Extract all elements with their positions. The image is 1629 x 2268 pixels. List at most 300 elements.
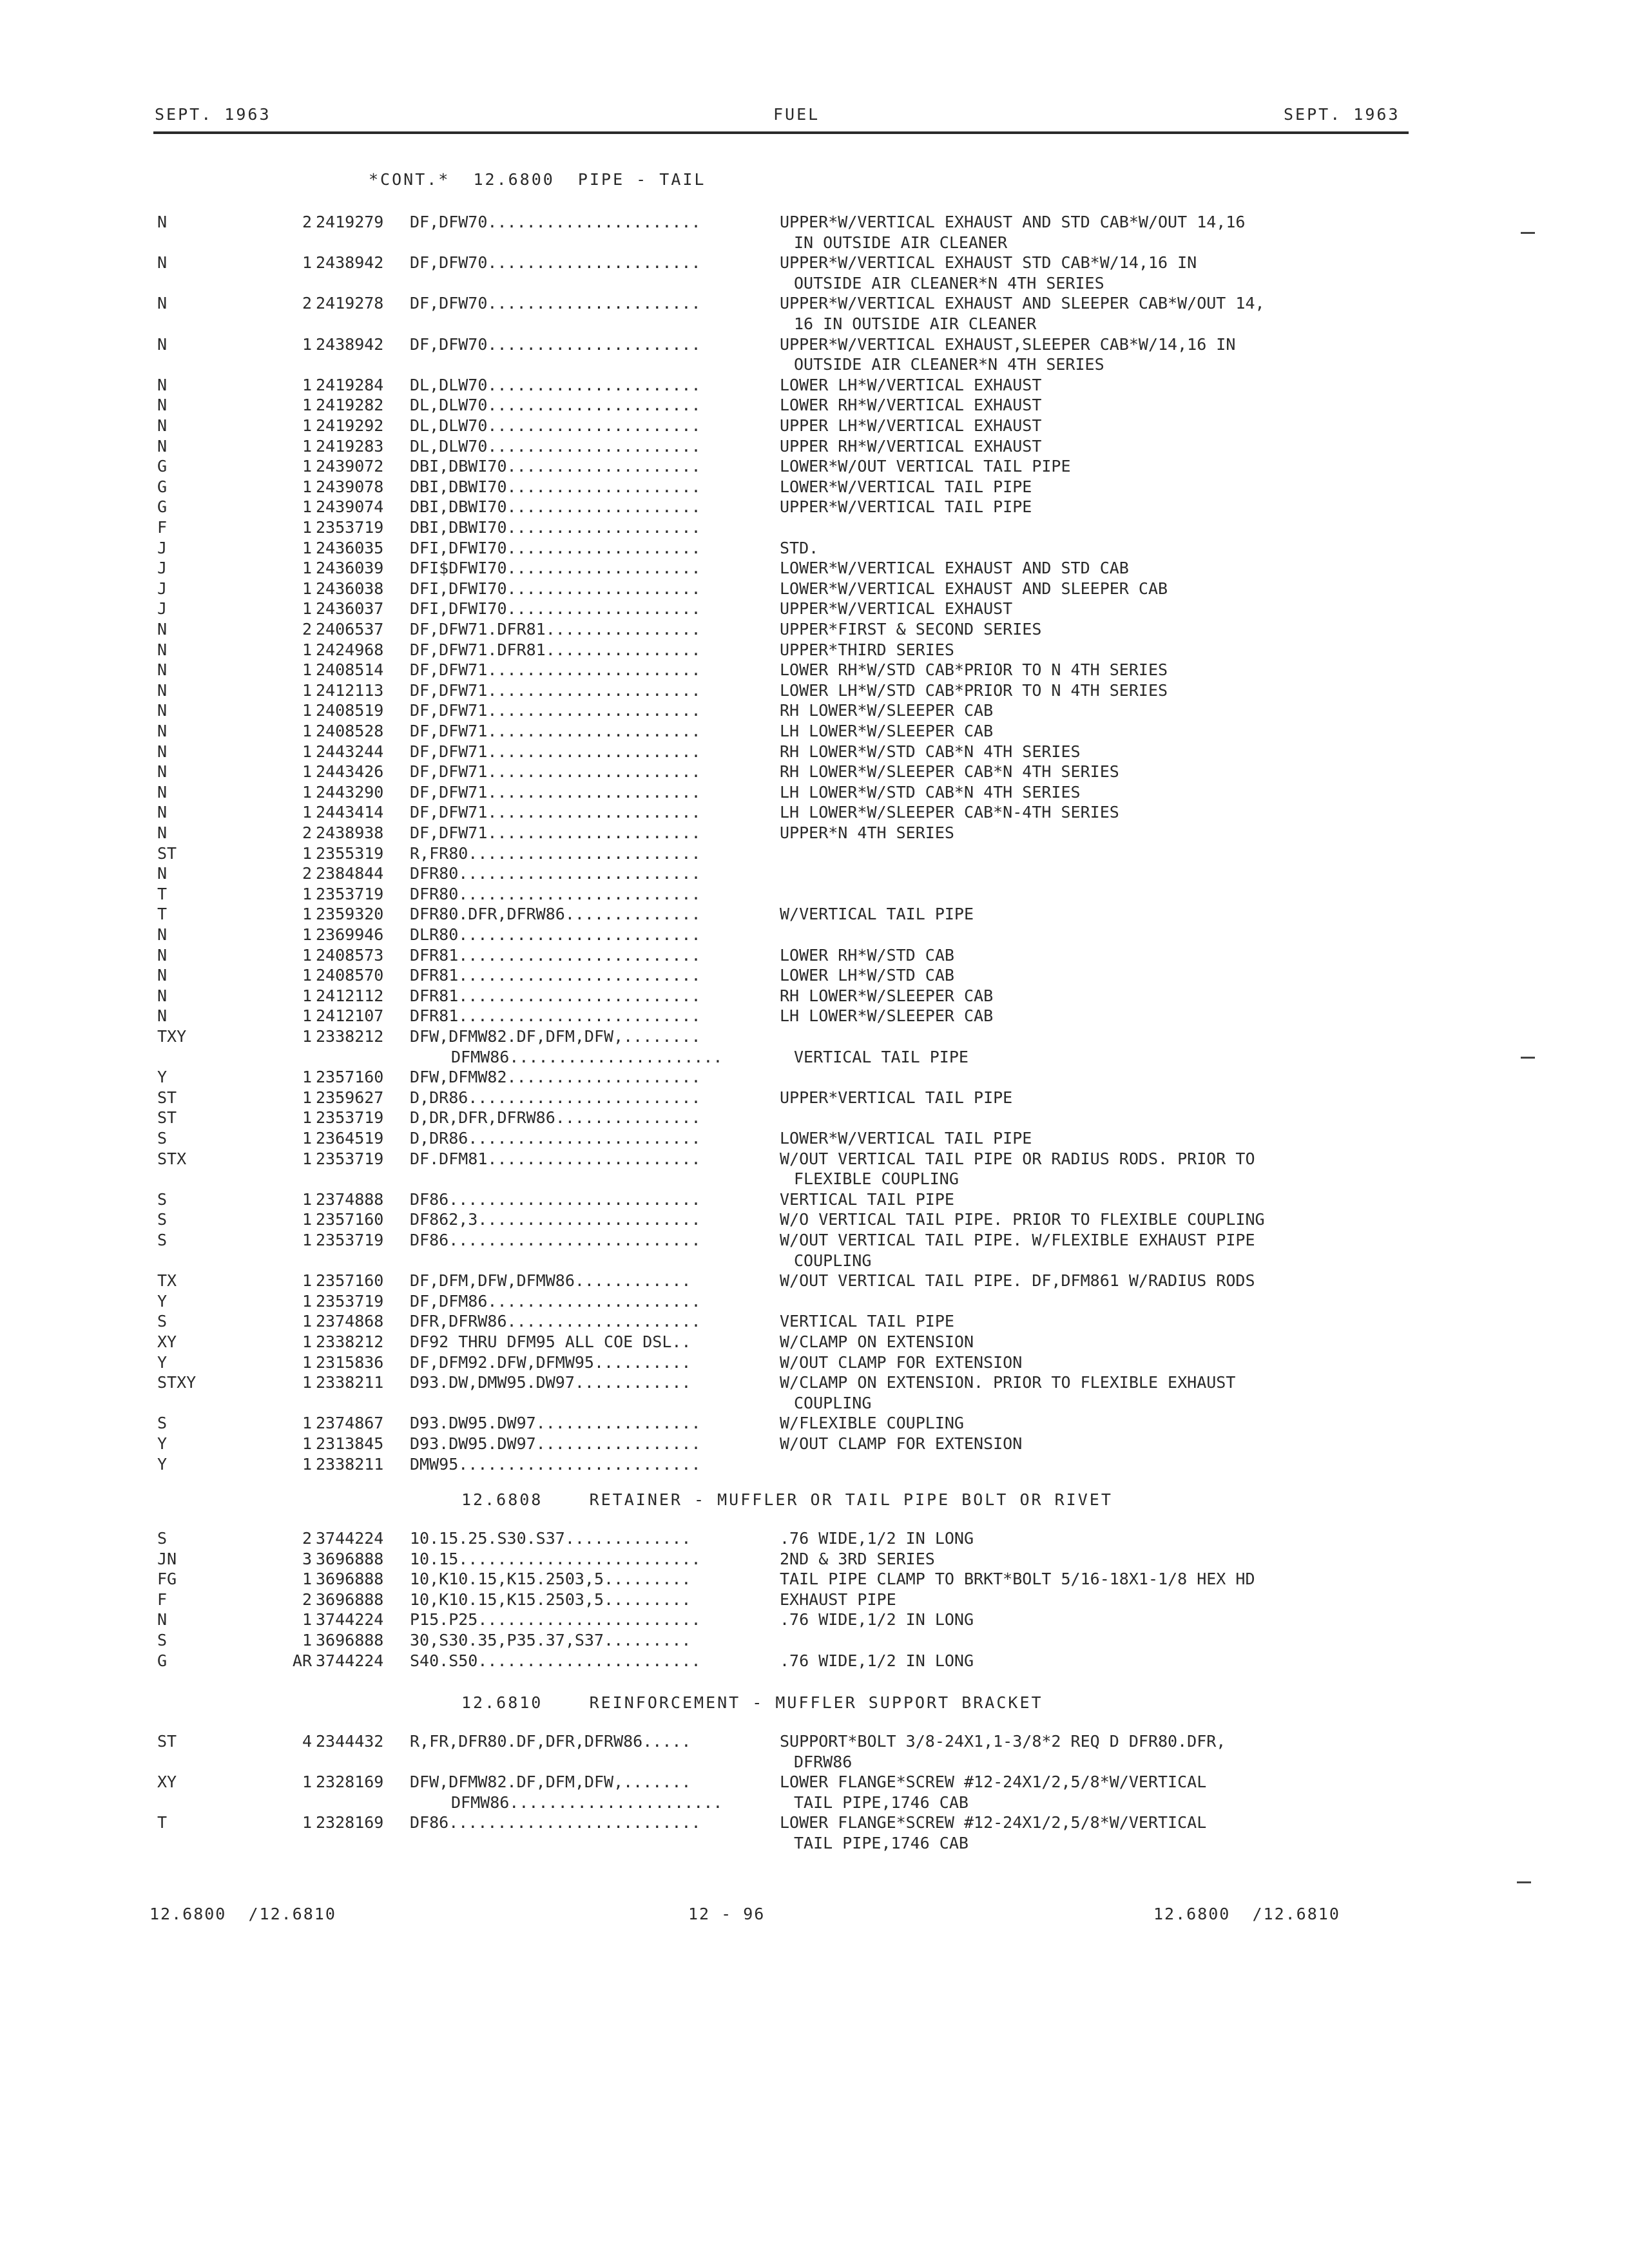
parts-row <box>0 885 1629 905</box>
model-list: DF,DFW71...................... <box>410 701 701 720</box>
part-number: 2419282 <box>316 396 384 414</box>
section-title: 12.6808 RETAINER - MUFFLER OR TAIL PIPE BOLT OR RIVET <box>461 1490 1113 1509</box>
parts-row <box>0 1631 1629 1651</box>
quantity: 2 <box>302 294 312 312</box>
quantity: 1 <box>302 762 312 781</box>
parts-row-continuation <box>0 1793 1629 1813</box>
parts-row <box>0 966 1629 986</box>
model-list: DL,DLW70...................... <box>410 416 701 435</box>
parts-row-continuation <box>0 1394 1629 1414</box>
model-list: DFR81......................... <box>410 1006 701 1025</box>
quantity: 1 <box>302 660 312 679</box>
parts-row <box>0 742 1629 762</box>
series-code: XY <box>157 1773 177 1791</box>
series-code: N <box>157 783 168 802</box>
parts-row <box>0 1813 1629 1833</box>
series-code: ST <box>157 1108 177 1127</box>
part-number: 2436035 <box>316 539 384 557</box>
header-rule <box>153 131 1409 134</box>
part-number: 2315836 <box>316 1353 384 1372</box>
series-code: S <box>157 1414 168 1432</box>
description: W/VERTICAL TAIL PIPE <box>780 905 974 923</box>
quantity: 1 <box>302 518 312 537</box>
description: UPPER*W/VERTICAL EXHAUST,SLEEPER CAB*W/14,16 IN <box>780 335 1236 354</box>
parts-row-continuation <box>0 314 1629 334</box>
quantity: 1 <box>302 559 312 577</box>
description: VERTICAL TAIL PIPE <box>780 1312 954 1331</box>
part-number: 2443290 <box>316 783 384 802</box>
series-code: Y <box>157 1068 168 1086</box>
series-code: S <box>157 1312 168 1331</box>
model-list: DFR80.DFR,DFRW86.............. <box>410 905 701 923</box>
model-list: DMW95......................... <box>410 1455 701 1474</box>
parts-row <box>0 1353 1629 1373</box>
parts-row <box>0 1773 1629 1792</box>
quantity: 1 <box>302 1455 312 1474</box>
parts-row <box>0 599 1629 619</box>
parts-row <box>0 1190 1629 1210</box>
parts-row-continuation <box>0 1048 1629 1068</box>
description: LH LOWER*W/SLEEPER CAB*N-4TH SERIES <box>780 803 1119 822</box>
model-list: DFR81......................... <box>410 946 701 965</box>
quantity: 3 <box>302 1550 312 1568</box>
parts-row <box>0 1068 1629 1088</box>
quantity: 1 <box>302 437 312 456</box>
parts-row <box>0 1149 1629 1169</box>
model-list: DBI,DBWI70.................... <box>410 497 701 516</box>
series-code: N <box>157 823 168 842</box>
series-code: N <box>157 925 168 944</box>
quantity: 1 <box>302 783 312 802</box>
parts-row <box>0 1732 1629 1752</box>
description: UPPER*N 4TH SERIES <box>780 823 954 842</box>
model-list: S40.S50....................... <box>410 1651 701 1670</box>
series-code: N <box>157 864 168 883</box>
quantity: 1 <box>302 599 312 618</box>
parts-row <box>0 640 1629 660</box>
quantity: 1 <box>302 1312 312 1331</box>
description: LOWER*W/VERTICAL EXHAUST AND STD CAB <box>780 559 1129 577</box>
part-number: 2408514 <box>316 660 384 679</box>
description: LOWER RH*W/VERTICAL EXHAUST <box>780 396 1042 414</box>
model-list: DL,DLW70...................... <box>410 376 701 394</box>
margin-mark <box>1517 1881 1531 1883</box>
part-number: 2412113 <box>316 681 384 700</box>
parts-row <box>0 1292 1629 1312</box>
description: UPPER RH*W/VERTICAL EXHAUST <box>780 437 1042 456</box>
model-list: DF,DFW71...................... <box>410 762 701 781</box>
model-list: DF86.......................... <box>410 1190 701 1209</box>
part-number: 2419283 <box>316 437 384 456</box>
description: UPPER*W/VERTICAL EXHAUST <box>780 599 1013 618</box>
quantity: 1 <box>302 1434 312 1453</box>
series-code: Y <box>157 1353 168 1372</box>
description: STD. <box>780 539 819 557</box>
quantity: 1 <box>302 885 312 903</box>
parts-row <box>0 1651 1629 1671</box>
part-number: 2412112 <box>316 986 384 1005</box>
parts-row <box>0 1027 1629 1047</box>
quantity: 1 <box>302 497 312 516</box>
description: W/OUT VERTICAL TAIL PIPE. W/FLEXIBLE EXHAUST PIPE <box>780 1231 1255 1249</box>
series-code: S <box>157 1529 168 1548</box>
series-code: S <box>157 1231 168 1249</box>
description: W/CLAMP ON EXTENSION. PRIOR TO FLEXIBLE EXHAUST <box>780 1373 1236 1392</box>
parts-row <box>0 1570 1629 1590</box>
description: LOWER*W/VERTICAL TAIL PIPE <box>780 1129 1032 1148</box>
quantity: 1 <box>302 1108 312 1127</box>
series-code: N <box>157 437 168 456</box>
quantity: 1 <box>302 1271 312 1290</box>
parts-row <box>0 925 1629 945</box>
series-code: N <box>157 681 168 700</box>
series-code: S <box>157 1631 168 1649</box>
part-number: 2328169 <box>316 1813 384 1832</box>
series-code: Y <box>157 1455 168 1474</box>
part-number: 2353719 <box>316 1108 384 1127</box>
parts-row-continuation <box>0 1251 1629 1271</box>
quantity: 1 <box>302 1373 312 1392</box>
parts-row <box>0 518 1629 538</box>
parts-row-continuation <box>0 1834 1629 1854</box>
model-list: DF,DFW71.DFR81................ <box>410 620 701 639</box>
description: LOWER RH*W/STD CAB <box>780 946 954 965</box>
part-number: 3696888 <box>316 1550 384 1568</box>
description: EXHAUST PIPE <box>780 1590 896 1609</box>
part-number: 2412107 <box>316 1006 384 1025</box>
description: UPPER*THIRD SERIES <box>780 640 954 659</box>
margin-mark <box>1521 1057 1535 1059</box>
description-continued: FLEXIBLE COUPLING <box>794 1169 959 1188</box>
quantity: 1 <box>302 844 312 863</box>
model-list: DF,DFW70...................... <box>410 335 701 354</box>
quantity: 1 <box>302 416 312 435</box>
series-code: N <box>157 294 168 312</box>
model-list: DFI,DFWI70.................... <box>410 539 701 557</box>
part-number: 3696888 <box>316 1570 384 1588</box>
parts-row <box>0 701 1629 721</box>
series-code: G <box>157 497 168 516</box>
series-code: T <box>157 1813 168 1832</box>
model-list: DBI,DBWI70.................... <box>410 477 701 496</box>
description-continued: OUTSIDE AIR CLEANER*N 4TH SERIES <box>794 274 1104 293</box>
part-number: 2374867 <box>316 1414 384 1432</box>
parts-row-continuation <box>0 233 1629 253</box>
model-list: DF,DFW71...................... <box>410 783 701 802</box>
series-code: ST <box>157 1732 177 1751</box>
quantity: 2 <box>302 1590 312 1609</box>
header-section-title: FUEL <box>773 105 820 124</box>
section-title: 12.6810 REINFORCEMENT - MUFFLER SUPPORT BRACKET <box>461 1693 1043 1712</box>
model-list: D,DR86........................ <box>410 1088 701 1107</box>
quantity: 1 <box>302 253 312 272</box>
model-list: DF,DFW70...................... <box>410 294 701 312</box>
description: W/OUT VERTICAL TAIL PIPE. DF,DFM861 W/RADIUS RODS <box>780 1271 1255 1290</box>
description-continued: DFRW86 <box>794 1753 853 1771</box>
series-code: STXY <box>157 1373 197 1392</box>
part-number: 2353719 <box>316 518 384 537</box>
parts-row <box>0 620 1629 640</box>
parts-row <box>0 722 1629 742</box>
part-number: 2357160 <box>316 1210 384 1229</box>
part-number: 2419279 <box>316 213 384 231</box>
parts-row <box>0 294 1629 314</box>
quantity: 1 <box>302 1210 312 1229</box>
series-code: S <box>157 1210 168 1229</box>
description: RH LOWER*W/SLEEPER CAB*N 4TH SERIES <box>780 762 1119 781</box>
series-code: STX <box>157 1149 187 1168</box>
model-list: DBI,DBWI70.................... <box>410 518 701 537</box>
model-list: DF,DFW71...................... <box>410 660 701 679</box>
series-code: TX <box>157 1271 177 1290</box>
quantity: 1 <box>302 1353 312 1372</box>
quantity: 1 <box>302 701 312 720</box>
description: RH LOWER*W/SLEEPER CAB <box>780 986 994 1005</box>
parts-row <box>0 253 1629 273</box>
part-number: 2384844 <box>316 864 384 883</box>
series-code: N <box>157 986 168 1005</box>
series-code: N <box>157 1006 168 1025</box>
model-list: DFR80......................... <box>410 885 701 903</box>
part-number: 2364519 <box>316 1129 384 1148</box>
model-list: DFW,DFMW82.DF,DFM,DFW,....... <box>410 1773 691 1791</box>
series-code: N <box>157 620 168 639</box>
description: RH LOWER*W/SLEEPER CAB <box>780 701 994 720</box>
parts-row-continuation <box>0 1169 1629 1189</box>
model-list: DFW,DFMW82.DF,DFM,DFW,........ <box>410 1027 701 1046</box>
description: LOWER*W/OUT VERTICAL TAIL PIPE <box>780 457 1071 476</box>
model-list: DF86.......................... <box>410 1231 701 1249</box>
part-number: 2438938 <box>316 823 384 842</box>
description: W/OUT CLAMP FOR EXTENSION <box>780 1434 1023 1453</box>
parts-row <box>0 1312 1629 1332</box>
series-code: G <box>157 457 168 476</box>
series-code: ST <box>157 844 177 863</box>
description: 2ND & 3RD SERIES <box>780 1550 935 1568</box>
model-list-continued: DFMW86...................... <box>451 1793 723 1812</box>
parts-row <box>0 1590 1629 1610</box>
part-number: 3744224 <box>316 1651 384 1670</box>
description: LOWER FLANGE*SCREW #12-24X1/2,5/8*W/VERTICAL <box>780 1773 1207 1791</box>
description-continued: VERTICAL TAIL PIPE <box>794 1048 969 1066</box>
model-list: DF,DFW71...................... <box>410 803 701 822</box>
part-number: 2443244 <box>316 742 384 761</box>
quantity: 1 <box>302 742 312 761</box>
model-list: DFR,DFRW86.................... <box>410 1312 701 1331</box>
model-list: P15.P25....................... <box>410 1610 701 1629</box>
part-number: 2359320 <box>316 905 384 923</box>
series-code: TXY <box>157 1027 187 1046</box>
model-list: DF,DFW71...................... <box>410 742 701 761</box>
part-number: 3696888 <box>316 1590 384 1609</box>
parts-row <box>0 416 1629 436</box>
parts-row <box>0 660 1629 680</box>
series-code: F <box>157 518 168 537</box>
parts-row <box>0 1271 1629 1291</box>
description: LOWER LH*W/STD CAB*PRIOR TO N 4TH SERIES <box>780 681 1168 700</box>
part-number: 3744224 <box>316 1610 384 1629</box>
model-list: DFI,DFWI70.................... <box>410 579 701 598</box>
part-number: 2436039 <box>316 559 384 577</box>
description: SUPPORT*BOLT 3/8-24X1,1-3/8*2 REQ D DFR80.DFR, <box>780 1732 1226 1751</box>
quantity: 1 <box>302 986 312 1005</box>
model-list: DF,DFW70...................... <box>410 253 701 272</box>
section-title: *CONT.* 12.6800 PIPE - TAIL <box>369 170 706 189</box>
parts-row <box>0 1006 1629 1026</box>
parts-row <box>0 1231 1629 1251</box>
quantity: 1 <box>302 722 312 740</box>
quantity: 1 <box>302 1068 312 1086</box>
quantity: 1 <box>302 579 312 598</box>
description: W/OUT VERTICAL TAIL PIPE OR RADIUS RODS. PRIOR TO <box>780 1149 1255 1168</box>
description: LOWER*W/VERTICAL TAIL PIPE <box>780 477 1032 496</box>
model-list: DF,DFW71...................... <box>410 823 701 842</box>
model-list: D93.DW,DMW95.DW97............ <box>410 1373 691 1392</box>
quantity: 1 <box>302 1610 312 1629</box>
part-number: 2374888 <box>316 1190 384 1209</box>
description: LOWER LH*W/VERTICAL EXHAUST <box>780 376 1042 394</box>
model-list: DFI$DFWI70.................... <box>410 559 701 577</box>
part-number: 2439074 <box>316 497 384 516</box>
part-number: 2338211 <box>316 1455 384 1474</box>
description: LOWER FLANGE*SCREW #12-24X1/2,5/8*W/VERTICAL <box>780 1813 1207 1832</box>
quantity: 1 <box>302 1631 312 1649</box>
part-number: 3744224 <box>316 1529 384 1548</box>
series-code: N <box>157 803 168 822</box>
quantity: 1 <box>302 1813 312 1832</box>
model-list: 10,K10.15,K15.2503,5......... <box>410 1590 691 1609</box>
series-code: N <box>157 660 168 679</box>
description: VERTICAL TAIL PIPE <box>780 1190 954 1209</box>
quantity: 1 <box>302 376 312 394</box>
model-list: DF92 THRU DFM95 ALL COE DSL.. <box>410 1332 691 1351</box>
parts-row <box>0 335 1629 355</box>
model-list: DF862,3....................... <box>410 1210 701 1229</box>
parts-row <box>0 783 1629 803</box>
part-number: 2328169 <box>316 1773 384 1791</box>
description: LH LOWER*W/SLEEPER CAB <box>780 722 994 740</box>
description: LH LOWER*W/STD CAB*N 4TH SERIES <box>780 783 1081 802</box>
model-list: DF,DFM86...................... <box>410 1292 701 1311</box>
model-list: DFR81......................... <box>410 986 701 1005</box>
description: LOWER RH*W/STD CAB*PRIOR TO N 4TH SERIES <box>780 660 1168 679</box>
model-list: DFI,DFWI70.................... <box>410 599 701 618</box>
quantity: 1 <box>302 1773 312 1791</box>
part-number: 2439078 <box>316 477 384 496</box>
series-code: J <box>157 539 168 557</box>
model-list: DF,DFW71...................... <box>410 722 701 740</box>
quantity: 1 <box>302 1190 312 1209</box>
series-code: T <box>157 905 168 923</box>
part-number: 2438942 <box>316 253 384 272</box>
part-number: 2439072 <box>316 457 384 476</box>
parts-row <box>0 1455 1629 1475</box>
quantity: 1 <box>302 1129 312 1148</box>
quantity: 1 <box>302 1006 312 1025</box>
quantity: 1 <box>302 1231 312 1249</box>
series-code: N <box>157 946 168 965</box>
series-code: N <box>157 640 168 659</box>
series-code: FG <box>157 1570 177 1588</box>
description: LOWER*W/VERTICAL EXHAUST AND SLEEPER CAB <box>780 579 1168 598</box>
description: TAIL PIPE CLAMP TO BRKT*BOLT 5/16-18X1-1/8 HEX HD <box>780 1570 1255 1588</box>
part-number: 2436037 <box>316 599 384 618</box>
model-list: DF,DFW71...................... <box>410 681 701 700</box>
footer-range-right: 12.6800 /12.6810 <box>1153 1905 1340 1923</box>
quantity: 1 <box>302 457 312 476</box>
model-list: DBI,DBWI70.................... <box>410 457 701 476</box>
part-number: 2443426 <box>316 762 384 781</box>
model-list: 10.15......................... <box>410 1550 701 1568</box>
description-continued: COUPLING <box>794 1394 872 1412</box>
parts-row <box>0 1414 1629 1434</box>
footer-page-number: 12 - 96 <box>688 1905 766 1923</box>
series-code: N <box>157 253 168 272</box>
quantity: 1 <box>302 1149 312 1168</box>
description-continued: COUPLING <box>794 1251 872 1270</box>
part-number: 2436038 <box>316 579 384 598</box>
description: UPPER*VERTICAL TAIL PIPE <box>780 1088 1013 1107</box>
model-list: 10.15.25.S30.S37............. <box>410 1529 691 1548</box>
description: UPPER*W/VERTICAL EXHAUST AND STD CAB*W/OUT 14,16 <box>780 213 1246 231</box>
description-continued: TAIL PIPE,1746 CAB <box>794 1834 969 1852</box>
description: W/OUT CLAMP FOR EXTENSION <box>780 1353 1023 1372</box>
quantity: 2 <box>302 620 312 639</box>
part-number: 2408519 <box>316 701 384 720</box>
series-code: N <box>157 742 168 761</box>
series-code: J <box>157 579 168 598</box>
parts-row <box>0 539 1629 559</box>
series-code: N <box>157 762 168 781</box>
part-number: 2357160 <box>316 1068 384 1086</box>
quantity: 2 <box>302 1529 312 1548</box>
part-number: 2408573 <box>316 946 384 965</box>
parts-row <box>0 1332 1629 1352</box>
description: UPPER*W/VERTICAL TAIL PIPE <box>780 497 1032 516</box>
quantity: 1 <box>302 1414 312 1432</box>
parts-row <box>0 946 1629 966</box>
model-list: DFW,DFMW82.................... <box>410 1068 701 1086</box>
parts-row <box>0 1108 1629 1128</box>
parts-row <box>0 905 1629 925</box>
description: RH LOWER*W/STD CAB*N 4TH SERIES <box>780 742 1081 761</box>
parts-row <box>0 986 1629 1006</box>
part-number: 2313845 <box>316 1434 384 1453</box>
description: .76 WIDE,1/2 IN LONG <box>780 1610 974 1629</box>
model-list: D93.DW95.DW97................. <box>410 1414 701 1432</box>
parts-row <box>0 864 1629 884</box>
model-list: DFR81......................... <box>410 966 701 985</box>
series-code: JN <box>157 1550 177 1568</box>
series-code: N <box>157 213 168 231</box>
parts-row <box>0 1373 1629 1393</box>
parts-row <box>0 1434 1629 1454</box>
series-code: Y <box>157 1434 168 1453</box>
part-number: 2419292 <box>316 416 384 435</box>
quantity: 1 <box>302 681 312 700</box>
part-number: 2338211 <box>316 1373 384 1392</box>
parts-row <box>0 1129 1629 1149</box>
series-code: T <box>157 885 168 903</box>
part-number: 2374868 <box>316 1312 384 1331</box>
model-list: DF,DFW71.DFR81................ <box>410 640 701 659</box>
model-list: D,DR86........................ <box>410 1129 701 1148</box>
series-code: J <box>157 559 168 577</box>
parts-row <box>0 497 1629 517</box>
series-code: S <box>157 1190 168 1209</box>
parts-row <box>0 1550 1629 1570</box>
description-continued: IN OUTSIDE AIR CLEANER <box>794 233 1008 252</box>
